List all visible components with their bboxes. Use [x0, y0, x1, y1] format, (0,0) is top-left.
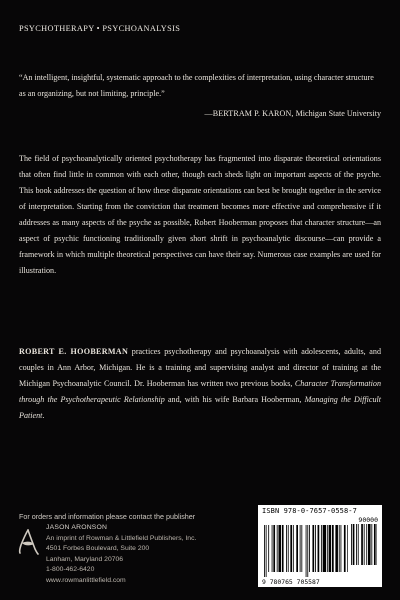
publisher-address-line1: 4501 Forbes Boulevard, Suite 200 [46, 545, 150, 553]
book-description: The field of psychoanalytically oriented psychotherapy has fragmented into disparate theoretical orientations that often find little in common with each other, though each sheds light on important aspects of the psyche. This book addresses the question of how these disparate orientations can best be brought together in the service of interpretation. Starting from the conviction that treatment becomes more effective and comprehensive if it addresses as many aspects of the psyche as possible, Robert Hooberman proposes that character structure—an aspect of psychic functioning traditionally given short shrift in psychoanalytic discourse—can provide a framework in which multiple theoretical perspectives can have their say. Numerous case examples are used for illustration. [19, 154, 381, 275]
publisher-website: www.rowmanlittlefield.com [46, 576, 126, 584]
barcode-digits: 9 780765 705587 [262, 578, 320, 586]
endorsement-attribution [205, 109, 381, 118]
contact-header: For orders and information please contact the publisher [19, 512, 196, 521]
price-code: 90000 [358, 516, 378, 524]
endorser-name: —BERTRAM P. KARON, [204, 109, 294, 118]
publisher-imprint: An imprint of Rowman & Littlefield Publishers, Inc. [46, 534, 197, 542]
publisher-address-line2: Lanham, Maryland 20706 [46, 555, 124, 563]
author-bio-text: and, with his wife Barbara Hooberman, [164, 395, 305, 404]
author-bio [19, 344, 381, 424]
endorsement-quote: “An intelligent, insightful, systematic approach to the complexities of interpretation, using character structure as an organizing, but not limiting, principle.” [19, 73, 374, 98]
endorser-affiliation: Michigan State University [295, 109, 381, 118]
publisher-info [46, 523, 196, 587]
isbn-barcode [258, 505, 382, 587]
author-bio-text: . [42, 411, 45, 420]
author-name: ROBERT E. HOOBERMAN [19, 347, 129, 356]
category-label: PSYCHOTHERAPY • PSYCHOANALYSIS [19, 24, 181, 33]
publisher-phone: 1-800-462-6420 [46, 566, 95, 574]
isbn-number: ISBN 978-0-7657-0558-7 [262, 507, 357, 515]
barcode-addon-icon [351, 524, 377, 570]
previous-book-title: Managing the Difficult Patient [19, 395, 381, 420]
barcode-main-icon [264, 525, 348, 577]
author-bio-text: practices psychotherapy and psychoanalysis with adolescents, adults, and couples in Ann Arbor, Michigan. He is a training and supervising analyst and director of training at the Michigan Psychoanalytic Council. Dr. Hooberman has written two previous books, [19, 347, 381, 388]
previous-book-title: Character Transformation through the Psychotherapeutic Relationship [19, 379, 382, 404]
publisher-name: JASON ARONSON [46, 524, 108, 531]
jason-aronson-logo-icon [18, 529, 40, 555]
